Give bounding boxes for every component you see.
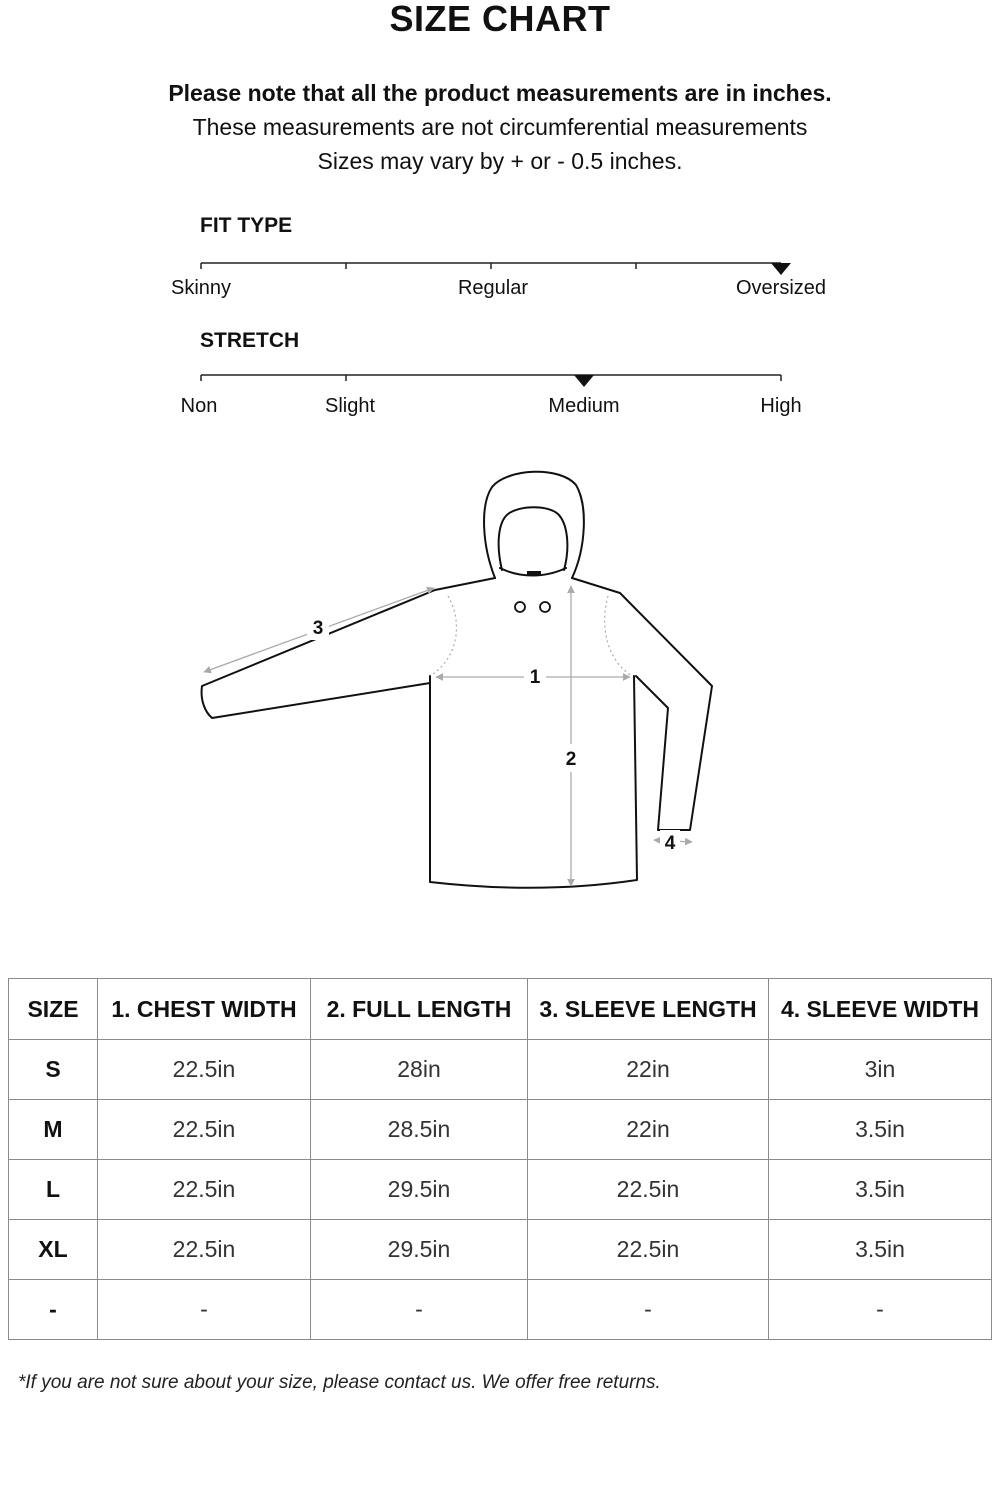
fit-type-scale xyxy=(201,263,791,275)
stretch-stop-high: High xyxy=(760,395,802,417)
header-full-length: 2. FULL LENGTH xyxy=(311,979,528,1040)
header-sleeve-length: 3. SLEEVE LENGTH xyxy=(528,979,769,1040)
table-row xyxy=(9,1160,992,1220)
cell-full-length: - xyxy=(311,1280,528,1340)
fit-type-stop-oversized: Oversized xyxy=(735,277,827,299)
cell-sleeve-width: 3.5in xyxy=(769,1160,992,1220)
size-table-header-row xyxy=(9,979,992,1040)
cell-sleeve-length: 22.5in xyxy=(528,1220,769,1280)
fit-type-stop-regular: Regular xyxy=(457,277,529,299)
cell-chest-width: 22.5in xyxy=(98,1160,311,1220)
measurement-label-2: 2 xyxy=(565,749,577,770)
table-row xyxy=(9,1040,992,1100)
cell-full-length: 29.5in xyxy=(311,1220,528,1280)
hoodie-diagram xyxy=(0,440,1000,910)
fit-type-marker xyxy=(771,263,791,275)
cell-sleeve-length: 22in xyxy=(528,1100,769,1160)
drawcord-eyelet-right xyxy=(540,602,550,612)
cell-size: M xyxy=(9,1100,98,1160)
cell-size: - xyxy=(9,1280,98,1340)
cell-full-length: 29.5in xyxy=(311,1160,528,1220)
note-line-1: These measurements are not circumferential measurements xyxy=(192,114,808,140)
measurement-label-3: 3 xyxy=(312,618,324,639)
size-table xyxy=(8,978,992,1340)
stretch-stop-slight: Slight xyxy=(324,395,376,417)
stretch-stop-medium: Medium xyxy=(548,395,620,417)
header-sleeve-width: 4. SLEEVE WIDTH xyxy=(769,979,992,1040)
cell-full-length: 28.5in xyxy=(311,1100,528,1160)
hood-tag xyxy=(527,571,541,575)
footnote: *If you are not sure about your size, please contact us. We offer free returns. xyxy=(18,1372,661,1393)
cell-sleeve-width: 3in xyxy=(769,1040,992,1100)
cell-sleeve-length: - xyxy=(528,1280,769,1340)
note-bold: Please note that all the product measurements are in inches. xyxy=(168,80,832,106)
cell-size: XL xyxy=(9,1220,98,1280)
cell-sleeve-length: 22.5in xyxy=(528,1160,769,1220)
fit-type-stop-skinny: Skinny xyxy=(170,277,232,299)
cell-sleeve-width: 3.5in xyxy=(769,1100,992,1160)
drawcord-eyelet-left xyxy=(515,602,525,612)
cell-chest-width: - xyxy=(98,1280,311,1340)
stretch-scale xyxy=(201,375,781,387)
table-row xyxy=(9,1100,992,1160)
stretch-marker xyxy=(574,375,594,387)
note-line-2: Sizes may vary by + or - 0.5 inches. xyxy=(317,148,683,174)
header-chest-width: 1. CHEST WIDTH xyxy=(98,979,311,1040)
stretch-label: STRETCH xyxy=(200,329,300,352)
measurement-arrows xyxy=(204,586,692,886)
cell-sleeve-width: - xyxy=(769,1280,992,1340)
table-row xyxy=(9,1280,992,1340)
header-size: SIZE xyxy=(9,979,98,1040)
measurement-label-4: 4 xyxy=(664,833,676,854)
page-title: SIZE CHART xyxy=(389,0,611,39)
cell-size: L xyxy=(9,1160,98,1220)
table-row xyxy=(9,1220,992,1280)
cell-chest-width: 22.5in xyxy=(98,1040,311,1100)
stretch-stop-non: Non xyxy=(180,395,218,417)
cell-sleeve-length: 22in xyxy=(528,1040,769,1100)
measurement-label-1: 1 xyxy=(529,667,541,688)
hoodie-outline xyxy=(202,472,712,888)
cell-sleeve-width: 3.5in xyxy=(769,1220,992,1280)
fit-type-label: FIT TYPE xyxy=(200,214,293,237)
cell-chest-width: 22.5in xyxy=(98,1100,311,1160)
scales-svg xyxy=(0,0,1000,440)
cell-chest-width: 22.5in xyxy=(98,1220,311,1280)
cell-full-length: 28in xyxy=(311,1040,528,1100)
cell-size: S xyxy=(9,1040,98,1100)
